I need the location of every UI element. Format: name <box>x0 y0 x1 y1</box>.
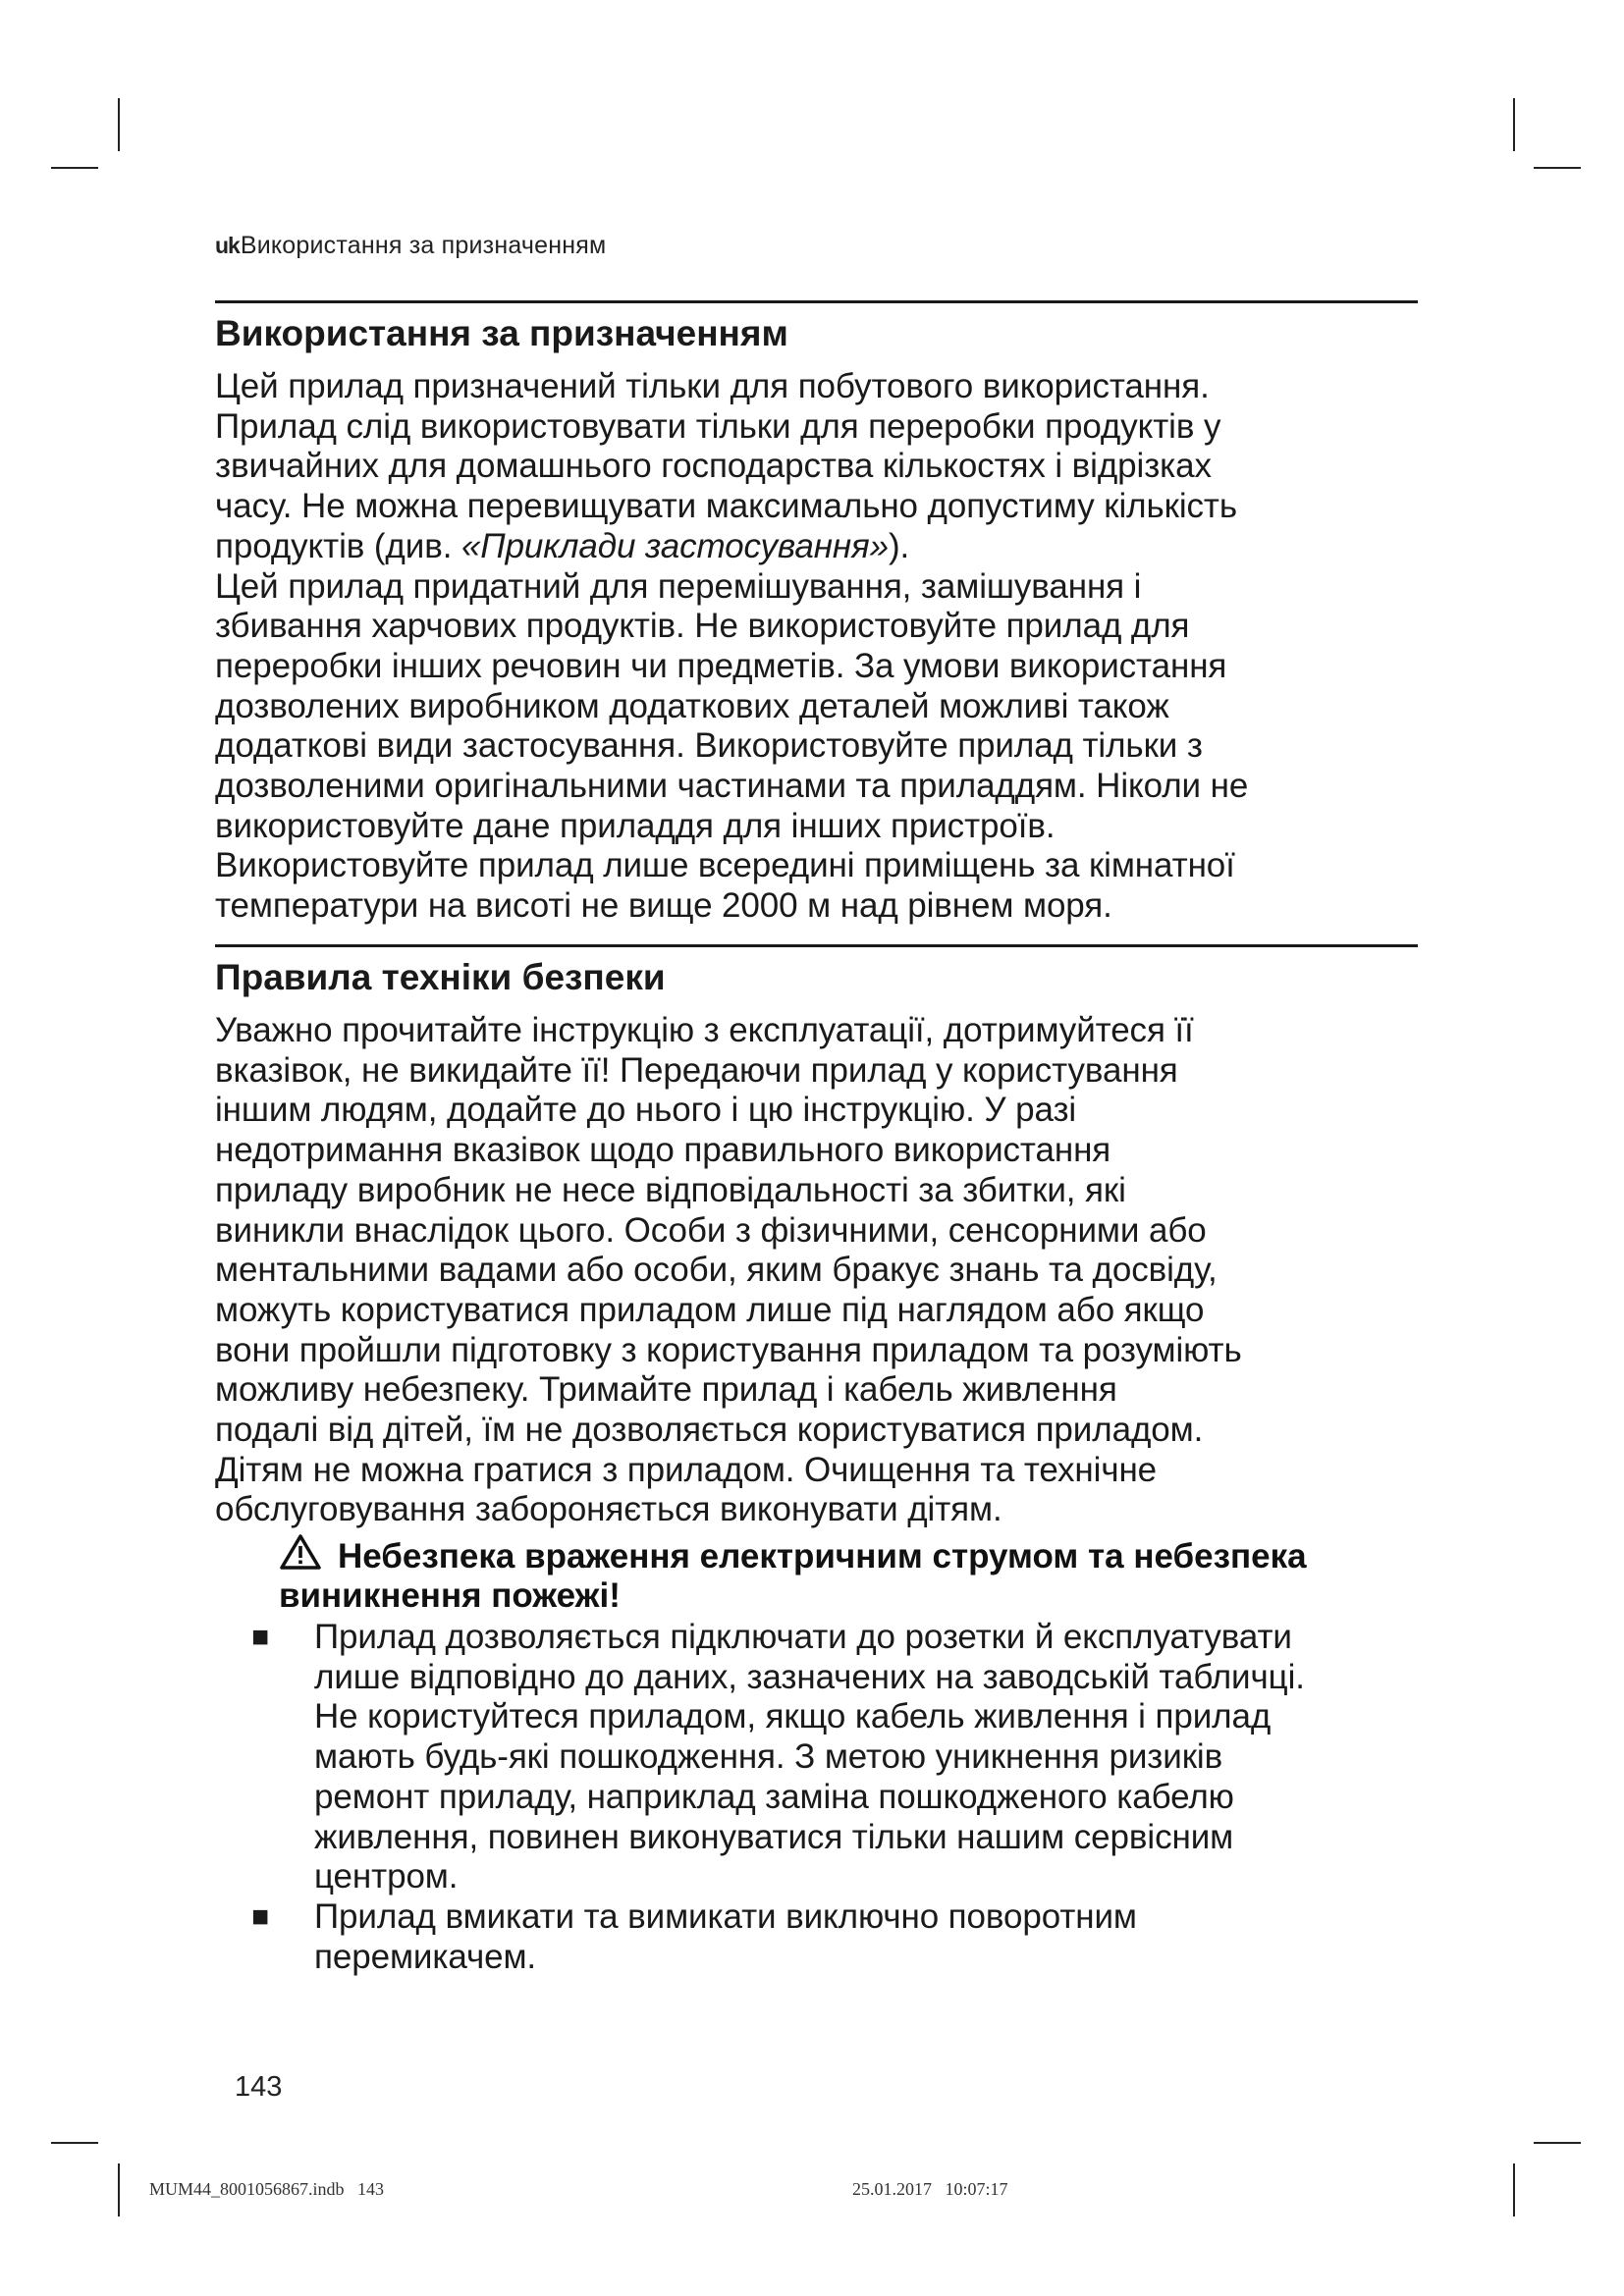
text-line: ментальними вадами або особи, яким бракує знань та досвіду, <box>215 1251 1218 1290</box>
text-line: переробки інших речовин чи предметів. За умови використання <box>215 646 1227 685</box>
text-line: обслуговування забороняється виконувати дітям. <box>215 1490 1002 1529</box>
safety-paragraph <box>215 1011 1433 1530</box>
bullet-square-icon: ■ <box>251 1899 270 1933</box>
bullet-square-icon: ■ <box>251 1621 270 1653</box>
language-marker: uk <box>215 233 240 258</box>
warning-heading <box>279 1533 1487 1616</box>
list-item <box>251 1618 1479 1897</box>
text-line: центром. <box>314 1857 459 1896</box>
text-line: лише відповідно до даних, зазначених на заводській табличці. <box>314 1657 1305 1696</box>
warning-title-line-2: виникнення пожежі! <box>279 1576 621 1615</box>
text-line: Уважно прочитайте інструкцію з експлуатації, дотримуйтеся її <box>215 1011 1194 1049</box>
text-line: вказівок, не викидайте її! Передаючи прилад у користування <box>215 1050 1178 1090</box>
crop-mark <box>51 167 98 169</box>
crop-mark <box>1513 98 1515 151</box>
text-line: дозволених виробником додаткових деталей можливі також <box>215 686 1169 725</box>
text-line: звичайних для домашнього господарства кількостях і відрізках <box>215 447 1212 486</box>
list-item <box>251 1897 1479 1977</box>
text-line: Використовуйте прилад лише всередині приміщень за кімнатної <box>215 846 1235 885</box>
text-line: можливу небезпеку. Тримайте прилад і кабель живлення <box>215 1370 1117 1410</box>
intended-use-paragraph <box>215 367 1433 927</box>
text-line: Дітям не можна гратися з приладом. Очищення та технічне <box>215 1450 1158 1489</box>
text-line: Прилад вмикати та вимикати виключно поворотним <box>314 1896 1137 1936</box>
warning-triangle-icon <box>279 1533 322 1571</box>
section-divider <box>215 300 1418 303</box>
text-line: збивання харчових продуктів. Не використовуйте прилад для <box>215 607 1190 646</box>
warning-title-line-1: Небезпека враження електричним струмом та небезпека <box>338 1537 1307 1575</box>
text-line: Цей прилад придатний для перемішування, замішування і <box>215 566 1142 606</box>
crop-mark <box>1534 167 1581 169</box>
text-line: подалі від дітей, їм не дозволяється користуватися приладом. <box>215 1411 1204 1450</box>
running-title: Використання за призначенням <box>240 232 607 259</box>
text-line: мають будь-які пошкодження. З метою уникнення ризиків <box>314 1737 1223 1777</box>
text-line: використовуйте дане приладдя для інших пристроїв. <box>215 806 1056 845</box>
crop-mark <box>1513 2163 1515 2216</box>
section-title-intended-use: Використання за призначенням <box>215 313 788 353</box>
text-line: недотримання вказівок щодо правильного використання <box>215 1131 1111 1170</box>
text-line: ремонт приладу, наприклад заміна пошкодженого кабелю <box>314 1777 1234 1816</box>
crop-mark <box>51 2142 98 2144</box>
crop-mark <box>1534 2142 1581 2144</box>
crop-mark <box>118 98 120 151</box>
text-line: вони пройшли підготовку з користування приладом та розуміють <box>215 1330 1242 1369</box>
text-line: Прилад слід використовувати тільки для переробки продуктів у <box>215 406 1221 446</box>
text-line: виникли внаслідок цього. Особи з фізичними, сенсорними або <box>215 1210 1207 1250</box>
text-line: перемикачем. <box>314 1937 537 1976</box>
text-line-with-reference <box>215 527 1433 567</box>
text-line: живлення, повинен виконуватися тільки нашим сервісним <box>314 1817 1234 1856</box>
running-header <box>215 232 606 260</box>
text-line: іншим людям, додайте до нього і цю інструкцію. У разі <box>215 1091 1077 1130</box>
text-line: дозволеними оригінальними частинами та приладдям. Ніколи не <box>215 767 1249 806</box>
text-line: Прилад дозволяється підключати до розетки й експлуатувати <box>314 1618 1292 1656</box>
text-line: можуть користуватися приладом лише під наглядом або якщо <box>215 1290 1205 1329</box>
text-line: додаткові види застосування. Використовуйте прилад тільки з <box>215 726 1203 766</box>
reference-suffix: ). <box>888 526 910 565</box>
text-line: Цей прилад призначений тільки для побутового використання. <box>215 367 1210 405</box>
section-title-safety: Правила техніки безпеки <box>215 957 666 997</box>
cross-reference: «Приклади застосування» <box>460 526 889 565</box>
crop-mark <box>118 2163 120 2216</box>
page-number: 143 <box>235 2071 283 2103</box>
text-line: приладу виробник не несе відповідальності за збитки, які <box>215 1170 1126 1209</box>
reference-prefix: продуктів (див. <box>215 526 461 565</box>
text-line: температури на висоті не вище 2000 м над рівнем моря. <box>215 886 1112 926</box>
text-line: Не користуйтеся приладом, якщо кабель живлення і прилад <box>314 1697 1272 1736</box>
print-metadata: MUM44_8001056867.indb 143 25.01.2017 10:07:17 <box>149 2179 1008 2199</box>
safety-bullet-list <box>251 1618 1479 1977</box>
section-divider <box>215 944 1418 947</box>
text-line: часу. Не можна перевищувати максимально допустиму кількість <box>215 487 1237 526</box>
